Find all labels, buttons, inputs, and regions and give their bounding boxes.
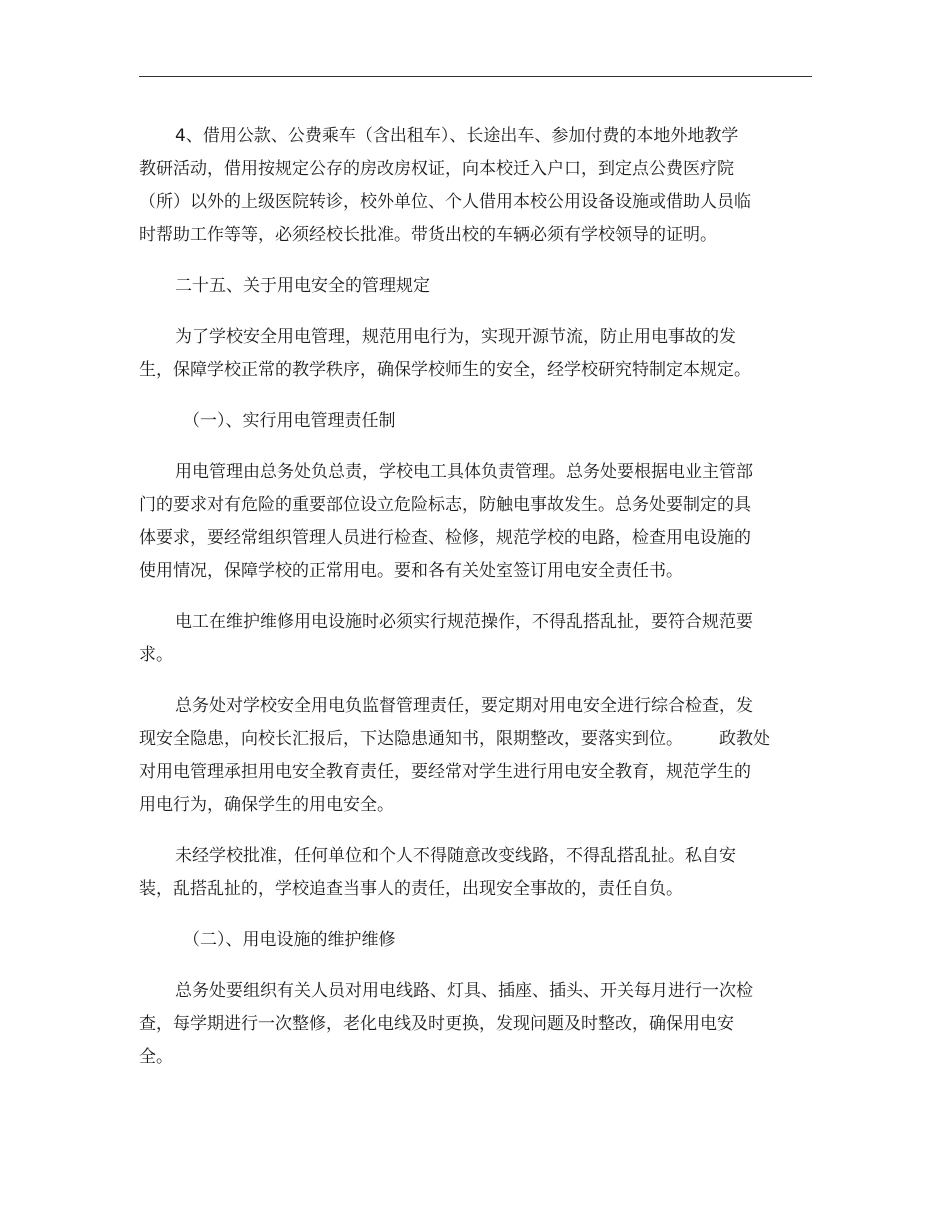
text-line: 用电行为，确保学生的用电安全。: [139, 795, 394, 815]
text-line: 为了学校安全用电管理，规范用电行为，实现开源节流，防止用电事故的发: [175, 327, 736, 347]
document-body: [139, 120, 779, 1074]
text-line: 用电管理由总务处负总责，学校电工具体负责管理。总务处要根据电业主管部: [175, 462, 753, 482]
paragraph-gap: [139, 906, 779, 924]
text-line: 门的要求对有危险的重要部位设立危险标志，防触电事故发生。总务处要制定的具: [139, 495, 751, 515]
paragraph-management: [139, 456, 779, 588]
subheading-text: （一）、实行用电管理责任制: [183, 411, 396, 431]
subsection-heading-2: [139, 924, 779, 957]
text-line: 4、借用公款、公费乘车（含出租车）、长途出车、参加付费的本地外地教学: [175, 126, 739, 146]
section-heading: [139, 270, 779, 303]
text-line: 总务处对学校安全用电负监督管理责任，要定期对用电安全进行综合检查，发: [175, 696, 753, 716]
text-line: 未经学校批准，任何单位和个人不得随意改变线路，不得乱搭乱扯。私自安: [175, 846, 736, 866]
paragraph-gap: [139, 303, 779, 321]
text-line: 生，保障学校正常的教学秩序，确保学校师生的安全，经学校研究特制定本规定。: [139, 360, 751, 380]
paragraph-supervision: [139, 690, 779, 822]
text-line: 使用情况，保障学校的正常用电。要和各有关处室签订用电安全责任书。: [139, 561, 683, 581]
text-line: 时帮助工作等等，必须经校长批准。带货出校的车辆必须有学校领导的证明。: [139, 225, 717, 245]
paragraph-item-4: [139, 120, 779, 252]
text-line: 查，每学期进行一次整修，老化电线及时更换，发现问题及时整改，确保用电安: [139, 1014, 734, 1034]
paragraph-gap: [139, 822, 779, 840]
text-segment: 现安全隐患，向校长汇报后，下达隐患通知书，限期整改，要落实到位。: [139, 729, 683, 749]
paragraph-approval: [139, 840, 779, 906]
heading-text: 二十五、关于用电安全的管理规定: [175, 276, 430, 296]
paragraph-gap: [139, 672, 779, 690]
paragraph-gap: [139, 438, 779, 456]
text-line: 电工在维护维修用电设施时必须实行规范操作，不得乱搭乱扯，要符合规范要: [175, 612, 753, 632]
paragraph-gap: [139, 387, 779, 405]
text-line: 体要求，要经常组织管理人员进行检查、检修，规范学校的电路，检查用电设施的: [139, 528, 751, 548]
subheading-text: （二）、用电设施的维护维修: [183, 930, 396, 950]
paragraph-maintenance: [139, 975, 779, 1074]
paragraph-gap: [139, 588, 779, 606]
header-rule: [139, 76, 812, 77]
text-line: [139, 723, 779, 756]
paragraph-gap: [139, 957, 779, 975]
text-line: 求。: [139, 645, 173, 665]
text-line: 总务处要组织有关人员对用电线路、灯具、插座、插头、开关每月进行一次检: [175, 981, 753, 1001]
paragraph-intro: [139, 321, 779, 387]
paragraph-gap: [139, 252, 779, 270]
text-line: 对用电管理承担用电安全教育责任，要经常对学生进行用电安全教育，规范学生的: [139, 762, 751, 782]
text-segment: 政教处: [719, 729, 770, 749]
text-line: 教研活动，借用按规定公存的房改房权证，向本校迁入户口，到定点公费医疗院: [139, 159, 734, 179]
subsection-heading-1: [139, 405, 779, 438]
text-line: 全。: [139, 1047, 173, 1067]
text-line: 装，乱搭乱扯的，学校追查当事人的责任，出现安全事故的，责任自负。: [139, 879, 683, 899]
text-line: （所）以外的上级医院转诊，校外单位、个人借用本校公用设备设施或借助人员临: [139, 192, 751, 212]
paragraph-electrician: [139, 606, 779, 672]
